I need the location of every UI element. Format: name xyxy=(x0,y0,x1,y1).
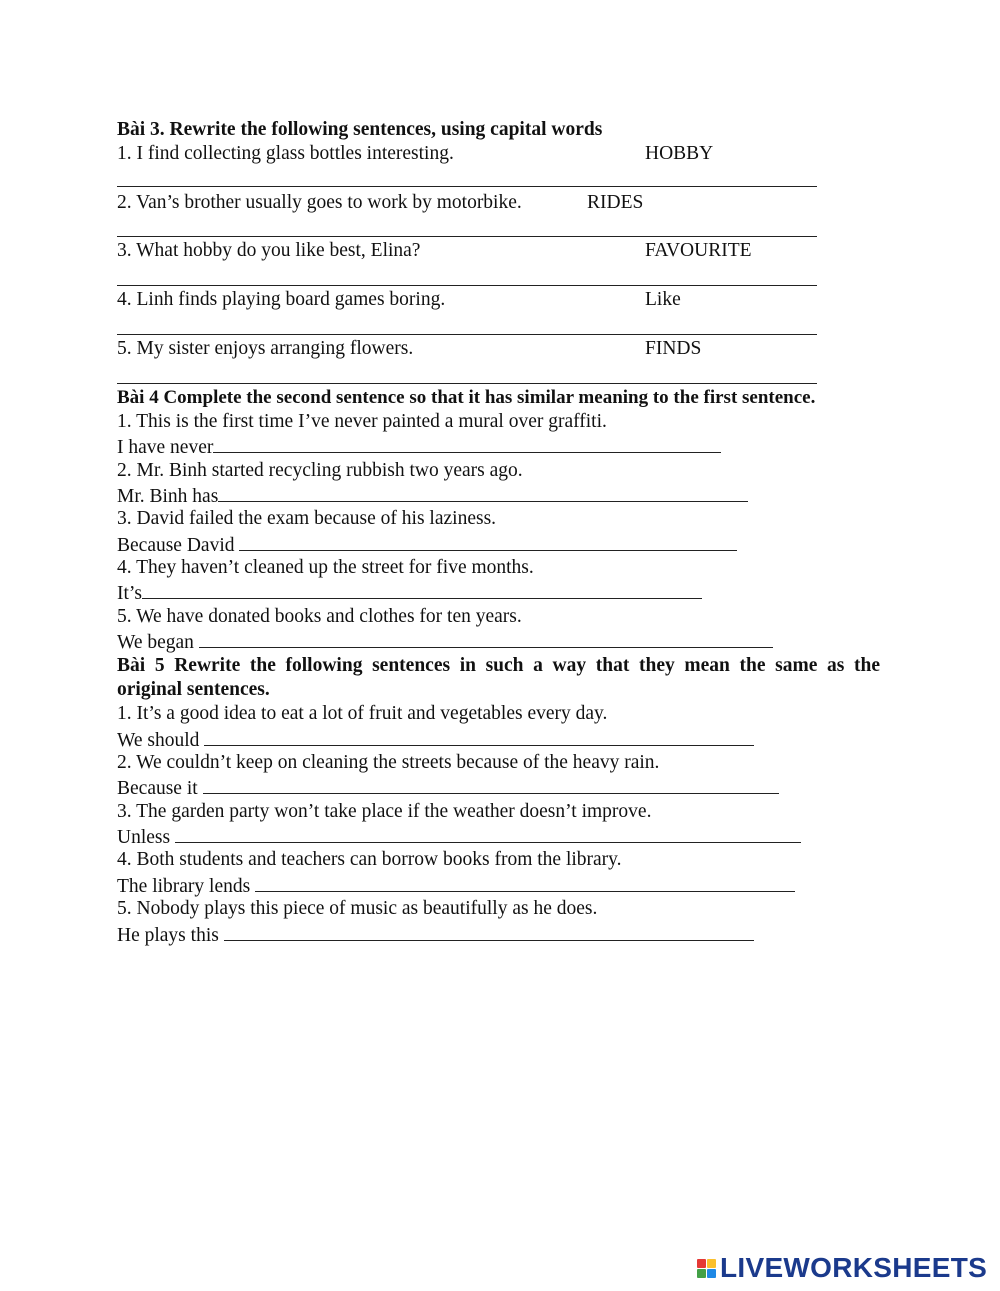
bai4-item-1-text: 1. This is the first time I’ve never painted a mural over graffiti. xyxy=(117,411,607,432)
bai4-item-3-text: 3. David failed the exam because of his laziness. xyxy=(117,508,497,529)
logo-square-green xyxy=(697,1269,706,1278)
bai3-item-3-answer-line[interactable] xyxy=(117,285,817,286)
bai3-item-1-text: 1. I find collecting glass bottles interesting. xyxy=(117,143,454,164)
bai4-item-5-text: 5. We have donated books and clothes for ten years. xyxy=(117,606,522,627)
bai5-item-4-answer xyxy=(117,873,795,897)
bai4-item-5-answer xyxy=(117,629,773,653)
bai5-item-3-answer xyxy=(117,824,801,848)
liveworksheets-logo[interactable] xyxy=(697,1253,987,1283)
bai5-item-1-answer-blank[interactable] xyxy=(204,727,754,746)
bai3-item-2-capital-word: RIDES xyxy=(587,192,644,213)
bai5-item-3-prompt: Unless xyxy=(117,827,175,848)
bai5-item-4-prompt: The library lends xyxy=(117,876,256,897)
bai4-title: Bài 4 Complete the second sentence so that it has similar meaning to the first sentence. xyxy=(117,387,816,408)
bai5-item-4-answer-blank[interactable] xyxy=(255,873,795,892)
bai4-item-5-prompt: We began xyxy=(117,632,199,653)
bai3-item-2-text: 2. Van’s brother usually goes to work by motorbike. xyxy=(117,192,522,213)
bai3-title: Bài 3. Rewrite the following sentences, using capital words xyxy=(117,119,603,140)
bai5-item-4-text: 4. Both students and teachers can borrow books from the library. xyxy=(117,849,622,870)
bai5-item-3-answer-blank[interactable] xyxy=(175,824,801,843)
bai3-item-4-answer-line[interactable] xyxy=(117,334,817,335)
logo-text: LIVEWORKSHEETS xyxy=(720,1252,988,1283)
bai3-item-5-text: 5. My sister enjoys arranging flowers. xyxy=(117,338,414,359)
bai3-item-1-answer-line[interactable] xyxy=(117,186,817,187)
bai4-item-3-prompt: Because David xyxy=(117,535,240,556)
bai3-item-3-capital-word: FAVOURITE xyxy=(645,240,752,261)
logo-square-blue xyxy=(707,1269,716,1278)
bai3-item-5-answer-line[interactable] xyxy=(117,383,817,384)
bai5-item-5-text: 5. Nobody plays this piece of music as beautifully as he does. xyxy=(117,898,598,919)
logo-mark-icon xyxy=(697,1259,716,1278)
bai3-item-3-text: 3. What hobby do you like best, Elina? xyxy=(117,240,421,261)
bai5-item-5-answer xyxy=(117,922,754,946)
bai4-item-2-prompt: Mr. Binh has xyxy=(117,486,219,507)
bai5-item-2-answer xyxy=(117,775,779,799)
bai3-item-1-capital-word: HOBBY xyxy=(645,143,714,164)
bai4-item-4-answer xyxy=(117,580,702,604)
bai5-item-5-answer-blank[interactable] xyxy=(224,922,754,941)
bai4-item-1-prompt: I have never xyxy=(117,437,214,458)
logo-square-red xyxy=(697,1259,706,1268)
bai5-item-2-prompt: Because it xyxy=(117,778,203,799)
bai3-item-5-capital-word: FINDS xyxy=(645,338,702,359)
bai5-item-2-text: 2. We couldn’t keep on cleaning the streets because of the heavy rain. xyxy=(117,752,660,773)
bai4-item-2-answer-blank[interactable] xyxy=(218,483,748,502)
bai5-item-3-text: 3. The garden party won’t take place if the weather doesn’t improve. xyxy=(117,801,652,822)
bai4-item-3-answer xyxy=(117,532,737,556)
bai5-item-2-answer-blank[interactable] xyxy=(203,775,779,794)
bai4-item-3-answer-blank[interactable] xyxy=(239,532,737,551)
bai3-item-4-text: 4. Linh finds playing board games boring. xyxy=(117,289,446,310)
logo-square-yellow xyxy=(707,1259,716,1268)
bai5-title-line-1: Bài 5 Rewrite the following sentences in such a way that they mean the same as the xyxy=(117,655,880,676)
bai4-item-1-answer-blank[interactable] xyxy=(213,434,721,453)
bai5-title-line-2: original sentences. xyxy=(117,679,270,700)
bai3-item-2-answer-line[interactable] xyxy=(117,236,817,237)
bai3-item-4-capital-word: Like xyxy=(645,289,681,310)
bai4-item-1-answer xyxy=(117,434,721,458)
bai5-item-5-prompt: He plays this xyxy=(117,925,224,946)
bai5-item-1-prompt: We should xyxy=(117,730,205,751)
bai4-item-2-answer xyxy=(117,483,748,507)
bai5-item-1-text: 1. It’s a good idea to eat a lot of fruit and vegetables every day. xyxy=(117,703,608,724)
bai4-item-4-answer-blank[interactable] xyxy=(142,580,702,599)
bai4-item-4-prompt: It’s xyxy=(117,583,142,604)
bai5-item-1-answer xyxy=(117,727,754,751)
bai4-item-2-text: 2. Mr. Binh started recycling rubbish two years ago. xyxy=(117,460,523,481)
bai4-item-4-text: 4. They haven’t cleaned up the street for five months. xyxy=(117,557,534,578)
bai4-item-5-answer-blank[interactable] xyxy=(199,629,773,648)
